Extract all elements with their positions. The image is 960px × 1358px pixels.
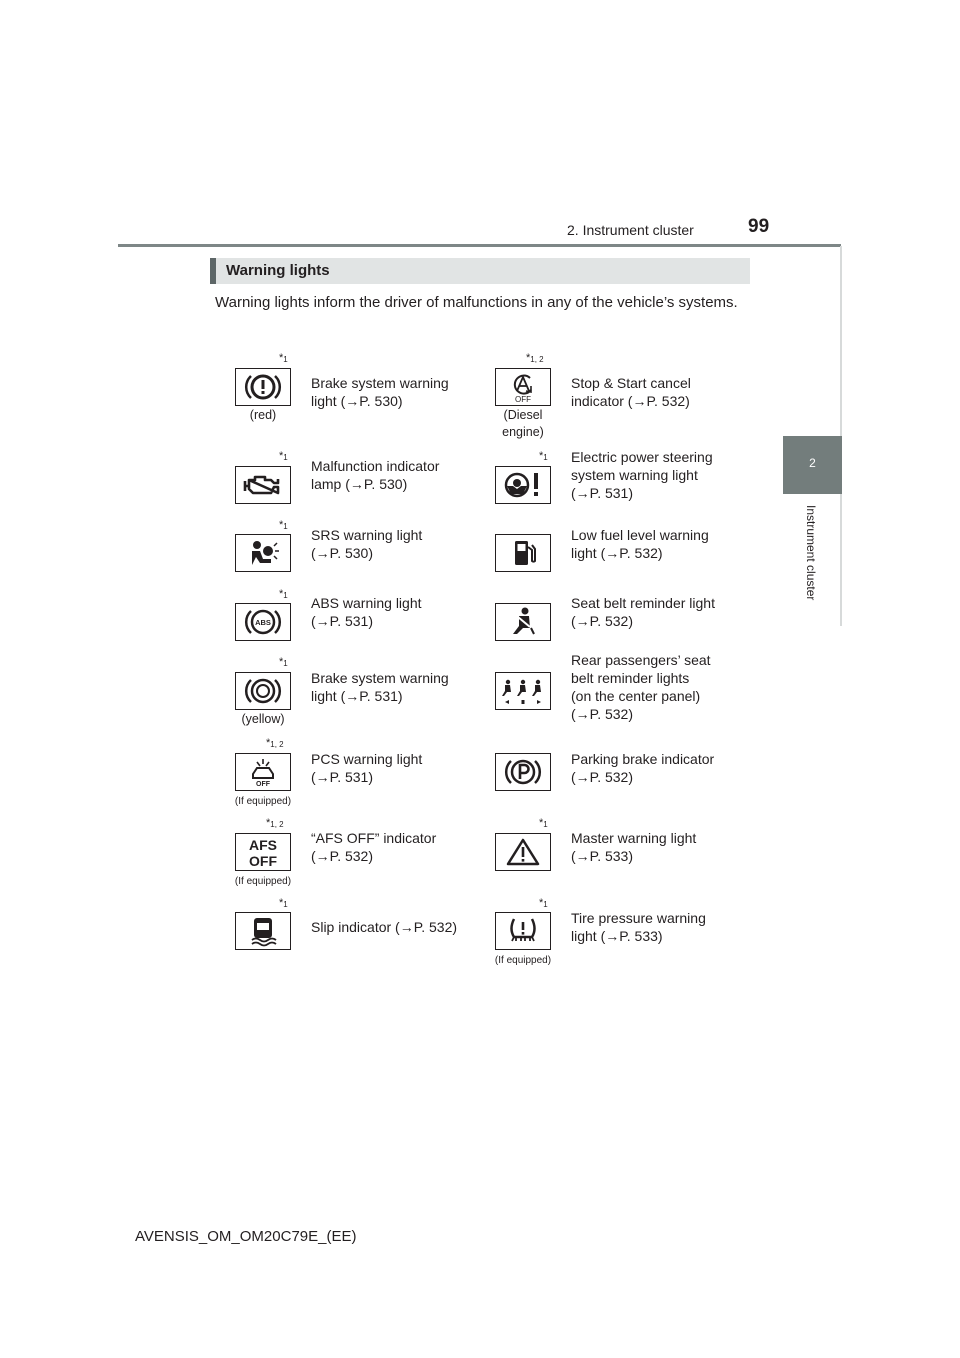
pcs-off-icon [235,753,291,791]
warning-description: Brake system warning light (→P. 530) [311,375,449,409]
warning-description: Parking brake indicator (→P. 532) [571,751,715,785]
footnote-mark: $*_1$ [279,519,288,531]
icon-caption: (red) [249,408,277,422]
warning-description: Malfunction indicator lamp (→P. 530) [311,458,440,492]
icon-caption: (If equipped) [494,955,552,966]
warning-description: ABS warning light (→P. 531) [311,595,422,629]
abs-icon [235,603,291,641]
heading-accent-bar [210,258,216,284]
warning-description: “AFS OFF” indicator (→P. 532) [311,830,437,864]
afs-icon-text: AFS [249,837,277,853]
footnote-mark: $*_1$ [279,588,288,600]
off-icon-text: OFF [515,395,531,404]
slip-indicator-icon [235,912,291,950]
warning-description: Low fuel level warning light (→P. 532) [571,527,709,561]
chapter-tab [783,436,842,494]
parking-brake-icon [495,753,551,791]
master-warning-icon [495,833,551,871]
seat-belt-icon [495,603,551,641]
footnote-mark: $*_1$ [279,656,288,668]
footnote-mark: $*_1$ [279,897,288,909]
footnote-mark: $*_{1, 2}$ [266,817,284,829]
warning-description: Master warning light (→P. 533) [571,830,697,864]
power-steering-icon [495,466,551,504]
svg-text:OFF: OFF [256,781,270,788]
icon-caption: (If equipped) [234,796,292,807]
warning-description: Slip indicator (→P. 532) [311,919,458,935]
page-number: 99 [748,216,770,237]
header-divider [118,244,841,247]
warning-description: Tire pressure warning light (→P. 533) [571,910,706,944]
warning-description: Brake system warning light (→P. 531) [311,670,449,704]
brake-circle-yellow-icon [235,672,291,710]
footnote-mark: $*_1$ [539,897,548,909]
off-icon-text: OFF [249,853,277,869]
brake-exclamation-icon [235,368,291,406]
document-code: AVENSIS_OM_OM20C79E_(EE) [135,1228,357,1245]
icon-caption: (Diesel engine) [502,408,544,439]
icon-caption: (If equipped) [234,876,292,887]
section-heading-text: Warning lights [226,262,330,279]
footnote-mark: $*_1$ [279,450,288,462]
svg-text:ABS: ABS [255,618,271,627]
fuel-pump-icon [495,534,551,572]
srs-airbag-icon [235,534,291,572]
footnote-mark: $*_{1, 2}$ [266,737,284,749]
warning-description: Rear passengers’ seat belt reminder lights (on the center panel) (→P. 532) [571,652,711,722]
warning-description: SRS warning light (→P. 530) [311,527,423,561]
rear-seat-belts-icon [495,672,551,710]
intro-paragraph: Warning lights inform the driver of malfunctions in any of the vehicle’s systems. [215,294,738,311]
afs-off-icon [235,833,291,871]
tire-pressure-icon [495,912,551,950]
warning-description: Electric power steering system warning light (→P. 531) [571,449,713,501]
icon-caption: (yellow) [241,712,285,726]
chapter-label: Instrument cluster [804,505,818,601]
stop-start-off-icon [495,368,551,406]
footnote-mark: $*_1$ [539,817,548,829]
section-heading [210,258,750,284]
chapter-number: 2 [809,456,816,470]
footnote-mark: $*_1$ [279,352,288,364]
warning-description: Stop & Start cancel indicator (→P. 532) [571,375,691,409]
section-title: 2. Instrument cluster [567,222,694,238]
warning-description: PCS warning light (→P. 531) [311,751,423,785]
footnote-mark: $*_1$ [539,450,548,462]
warning-description: Seat belt reminder light (→P. 532) [571,595,715,629]
check-engine-icon [235,466,291,504]
footnote-mark: $*_{1, 2}$ [526,352,544,364]
